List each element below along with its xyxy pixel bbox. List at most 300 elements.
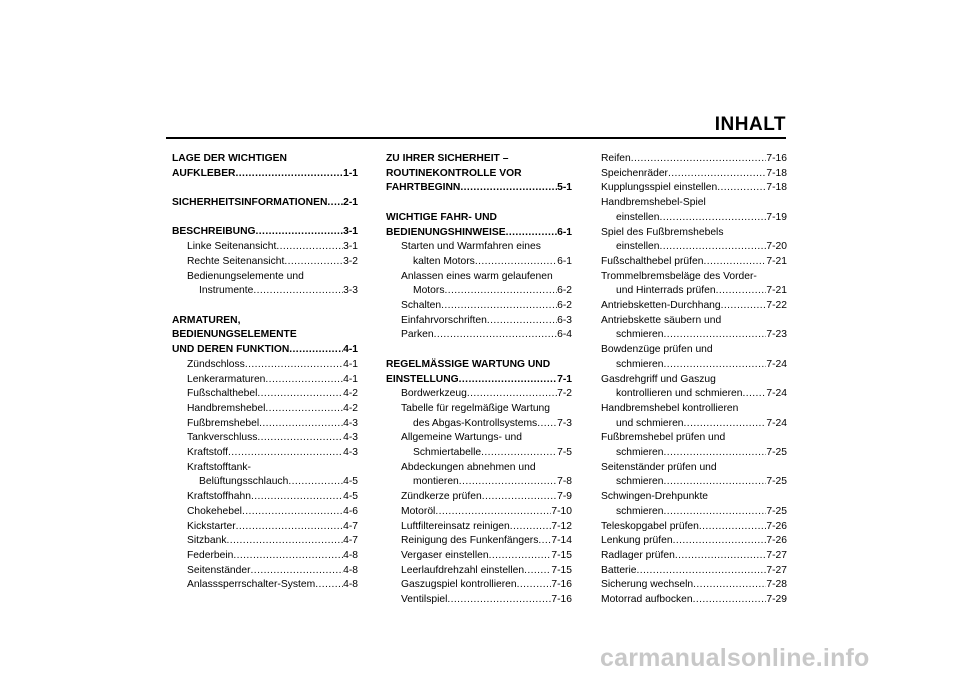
toc-entry	[601, 328, 787, 343]
toc-dot-leader	[664, 446, 767, 461]
toc-entry-title: Antriebskette säubern und	[601, 314, 722, 326]
toc-entry	[386, 564, 572, 579]
toc-section-entry	[172, 167, 358, 182]
toc-page-number: 5-1	[557, 182, 572, 194]
toc-entry-title: Linke Seitenansicht	[187, 241, 277, 253]
toc-entry	[386, 431, 572, 446]
toc-dot-leader	[717, 181, 766, 196]
toc-entry	[386, 490, 572, 505]
toc-entry-title: ROUTINEKONTROLLE VOR	[386, 167, 522, 179]
toc-entry	[172, 387, 358, 402]
toc-dot-leader	[327, 196, 343, 211]
toc-entry	[386, 314, 572, 329]
toc-page-number: 7-21	[766, 255, 787, 267]
toc-entry	[172, 373, 358, 388]
toc-page-number: 6-1	[557, 226, 572, 238]
toc-entry	[172, 475, 358, 490]
toc-dot-leader	[487, 314, 557, 329]
toc-entry	[172, 520, 358, 535]
toc-page-number: 7-24	[766, 358, 787, 370]
toc-page-number: 4-7	[343, 520, 358, 532]
toc-section-entry	[386, 226, 572, 241]
toc-entry-title: des Abgas-Kontrollsystems	[413, 417, 538, 429]
toc-entry-title: Lenkung prüfen	[601, 535, 673, 547]
toc-entry-title: AUFKLEBER	[172, 167, 236, 179]
toc-entry	[386, 270, 572, 285]
toc-entry-title: Reinigung des Funkenfängers	[401, 535, 539, 547]
toc-entry-title: REGELMÄSSIGE WARTUNG UND	[386, 358, 551, 370]
toc-entry	[172, 284, 358, 299]
toc-entry	[601, 387, 787, 402]
toc-entry	[386, 299, 572, 314]
toc-entry-title: Seitenständer prüfen und	[601, 461, 717, 473]
toc-page-number: 7-27	[766, 564, 787, 576]
toc-entry	[386, 284, 572, 299]
toc-dot-leader	[265, 373, 343, 388]
toc-entry-title: Einfahrvorschriften	[401, 314, 487, 326]
toc-entry-title: Leerlaufdrehzahl einstellen	[401, 564, 525, 576]
toc-page-number: 4-6	[343, 505, 358, 517]
toc-page-number: 4-7	[343, 535, 358, 547]
toc-entry	[601, 240, 787, 255]
toc-page-number: 4-1	[343, 344, 358, 356]
toc-entry-title: Schmiertabelle	[413, 447, 482, 459]
toc-entry-title: Spiel des Fußbremshebels	[601, 226, 724, 238]
toc-entry-title: Reifen	[601, 153, 631, 164]
toc-spacer	[172, 211, 358, 226]
toc-entry-title: Schwingen-Drehpunkte	[601, 491, 709, 503]
toc-dot-leader	[517, 578, 552, 593]
toc-entry-title: Batterie	[601, 564, 637, 576]
toc-entry-title: Antriebsketten-Durchhang	[601, 300, 721, 312]
toc-page-number: 7-19	[766, 211, 787, 223]
toc-entry	[172, 255, 358, 270]
toc-page-number: 1-1	[343, 167, 358, 179]
toc-page-number: 7-23	[766, 329, 787, 341]
toc-entry	[172, 564, 358, 579]
toc-page-number: 7-28	[766, 579, 787, 591]
toc-entry-title: Motors	[413, 285, 445, 297]
toc-page-number: 7-15	[551, 549, 572, 561]
toc-dot-leader	[257, 431, 343, 446]
toc-entry-title: Sicherung wechseln	[601, 579, 694, 591]
toc-entry-title: Allgemeine Wartungs- und	[401, 432, 522, 444]
toc-entry	[601, 549, 787, 564]
toc-dot-leader	[242, 505, 343, 520]
toc-entry	[172, 490, 358, 505]
toc-entry	[601, 534, 787, 549]
toc-page-number: 7-1	[557, 373, 572, 385]
toc-dot-leader	[664, 358, 767, 373]
toc-entry	[172, 549, 358, 564]
toc-dot-leader	[435, 505, 551, 520]
toc-entry	[386, 461, 572, 476]
toc-entry-title: BEDIENUNGSELEMENTE	[172, 329, 297, 341]
toc-dot-leader	[482, 490, 557, 505]
toc-entry-title: Zündschloss	[187, 358, 245, 370]
toc-page-number: 7-26	[766, 535, 787, 547]
toc-page-number: 7-2	[557, 388, 572, 400]
toc-page-number: 7-25	[766, 505, 787, 517]
toc-dot-leader	[660, 211, 767, 226]
toc-page-number: 6-2	[557, 285, 572, 297]
toc-page-number: 6-3	[557, 314, 572, 326]
toc-entry-title: Trommelbremsbeläge des Vorder-	[601, 270, 757, 282]
toc-entry-title: EINSTELLUNG	[386, 373, 459, 385]
toc-entry-title: Motorrad aufbocken	[601, 594, 693, 606]
toc-dot-leader	[506, 226, 558, 241]
toc-page-number: 7-3	[557, 417, 572, 429]
toc-entry	[601, 373, 787, 388]
toc-dot-leader	[227, 534, 344, 549]
toc-page-number: 7-20	[766, 241, 787, 253]
toc-dot-leader	[459, 373, 557, 388]
toc-entry	[601, 299, 787, 314]
toc-entry-title: Seitenständer	[187, 564, 251, 576]
toc-dot-leader	[664, 475, 767, 490]
toc-entry	[601, 417, 787, 432]
toc-dot-leader	[288, 475, 343, 490]
toc-dot-leader	[434, 328, 557, 343]
toc-entry-title: Handbremshebel kontrollieren	[601, 402, 739, 414]
toc-page-number: 4-3	[343, 432, 358, 444]
toc-dot-leader	[251, 490, 343, 505]
toc-entry	[601, 358, 787, 373]
toc-spacer	[172, 299, 358, 314]
toc-entry-title: UND DEREN FUNKTION	[172, 344, 290, 356]
toc-page-number: 4-2	[343, 402, 358, 414]
toc-entry-title: Vergaser einstellen	[401, 549, 489, 561]
toc-entry-title: schmieren	[616, 505, 664, 517]
toc-entry-title: Zündkerze prüfen	[401, 491, 482, 503]
toc-entry-title: schmieren	[616, 447, 664, 459]
toc-entry	[386, 593, 572, 608]
toc-entry-title: Radlager prüfen	[601, 549, 675, 561]
toc-dot-leader	[660, 240, 767, 255]
toc-dot-leader	[668, 167, 766, 182]
toc-entry	[386, 402, 572, 417]
toc-page-number: 4-8	[343, 579, 358, 591]
toc-entry-title: Kraftstoff	[187, 447, 229, 459]
toc-page-number: 3-3	[343, 285, 358, 297]
toc-entry-title: FAHRTBEGINN	[386, 182, 461, 194]
toc-section-entry	[172, 314, 358, 329]
toc-dot-leader	[233, 549, 343, 564]
toc-entry	[386, 578, 572, 593]
toc-dot-leader	[684, 417, 767, 432]
toc-page-number: 7-16	[766, 153, 787, 164]
toc-dot-leader	[524, 564, 551, 579]
toc-page-number: 7-16	[551, 594, 572, 606]
toc-section-entry	[386, 358, 572, 373]
toc-entry	[601, 314, 787, 329]
toc-section-entry	[386, 181, 572, 196]
toc-dot-leader	[256, 225, 344, 240]
toc-dot-leader	[459, 475, 557, 490]
toc-entry-title: Belüftungsschlauch	[199, 476, 289, 488]
toc-entry-title: Luftfiltereinsatz reinigen	[401, 520, 510, 532]
toc-entry-title: Ventilspiel	[401, 594, 448, 606]
toc-entry-title: BEDIENUNGSHINWEISE	[386, 226, 506, 238]
toc-dot-leader	[236, 167, 344, 182]
toc-page-number: 4-2	[343, 388, 358, 400]
toc-entry	[172, 461, 358, 476]
toc-dot-leader	[289, 343, 343, 358]
toc-dot-leader	[721, 299, 767, 314]
toc-entry-title: Fußschalthebel prüfen	[601, 255, 704, 267]
toc-page-number: 4-8	[343, 564, 358, 576]
toc-page-number: 7-5	[557, 447, 572, 459]
toc-entry	[601, 226, 787, 241]
toc-dot-leader	[693, 593, 767, 608]
toc-page-number: 6-4	[557, 329, 572, 341]
toc-page-number: 7-15	[551, 564, 572, 576]
toc-entry	[601, 505, 787, 520]
toc-section-entry	[386, 373, 572, 388]
page-title: INHALT	[714, 114, 786, 135]
toc-entry	[601, 181, 787, 196]
toc-entry-title: WICHTIGE FAHR- UND	[386, 211, 497, 223]
toc-entry	[172, 578, 358, 593]
toc-page-number: 7-29	[766, 594, 787, 606]
toc-entry	[601, 152, 787, 167]
toc-entry-title: schmieren	[616, 358, 664, 370]
toc-entry-title: einstellen	[616, 241, 660, 253]
toc-dot-leader	[460, 181, 557, 196]
toc-section-entry	[386, 211, 572, 226]
toc-entry-title: Gasdrehgriff und Gaszug	[601, 373, 716, 385]
toc-entry	[386, 255, 572, 270]
toc-entry-title: Starten und Warmfahren eines	[401, 241, 541, 253]
toc-entry	[386, 417, 572, 432]
toc-entry	[172, 505, 358, 520]
toc-entry	[601, 284, 787, 299]
toc-entry-title: LAGE DER WICHTIGEN	[172, 153, 287, 164]
toc-page-number: 4-1	[343, 373, 358, 385]
toc-entry-title: Gaszugspiel kontrollieren	[401, 579, 517, 591]
toc-entry-title: kontrollieren und schmieren	[616, 388, 743, 400]
toc-column-1	[172, 152, 358, 593]
toc-dot-leader	[251, 564, 344, 579]
toc-page-number: 7-24	[766, 388, 787, 400]
toc-section-entry	[172, 152, 358, 167]
toc-dot-leader	[693, 578, 766, 593]
toc-column-2	[386, 152, 572, 608]
toc-entry	[601, 593, 787, 608]
toc-dot-leader	[315, 578, 343, 593]
toc-dot-leader	[664, 328, 767, 343]
toc-entry	[601, 167, 787, 182]
toc-entry	[172, 446, 358, 461]
toc-page-number: 4-5	[343, 491, 358, 503]
toc-dot-leader	[703, 255, 766, 270]
toc-dot-leader	[699, 520, 767, 535]
toc-page-number: 3-2	[343, 255, 358, 267]
toc-page-number: 3-1	[343, 226, 358, 238]
toc-page-number: 7-14	[551, 535, 572, 547]
toc-dot-leader	[447, 593, 551, 608]
toc-page-number: 4-3	[343, 447, 358, 459]
toc-page-number: 2-1	[343, 197, 358, 209]
toc-entry-title: Sitzbank	[187, 535, 227, 547]
toc-entry	[172, 534, 358, 549]
toc-entry	[601, 475, 787, 490]
toc-page-number: 7-25	[766, 476, 787, 488]
toc-entry-title: BESCHREIBUNG	[172, 226, 256, 238]
toc-entry	[172, 417, 358, 432]
toc-dot-leader	[259, 417, 343, 432]
toc-page-number: 4-1	[343, 358, 358, 370]
toc-dot-leader	[716, 284, 767, 299]
toc-dot-leader	[664, 505, 767, 520]
toc-entry-title: einstellen	[616, 211, 660, 223]
toc-page-number: 7-10	[551, 505, 572, 517]
toc-entry-title: Tankverschluss	[187, 432, 258, 444]
toc-entry	[386, 520, 572, 535]
toc-entry	[386, 549, 572, 564]
toc-entry-title: Kraftstoffhahn	[187, 491, 251, 503]
watermark: carmanualsonline.info	[600, 644, 870, 672]
toc-entry-title: Schalten	[401, 300, 442, 312]
toc-entry	[386, 387, 572, 402]
toc-dot-leader	[257, 387, 343, 402]
toc-page-number: 7-27	[766, 549, 787, 561]
toc-entry-title: Bowdenzüge prüfen und	[601, 344, 713, 356]
toc-section-entry	[172, 225, 358, 240]
toc-entry	[601, 211, 787, 226]
toc-entry	[601, 490, 787, 505]
toc-entry-title: Teleskopgabel prüfen	[601, 520, 699, 532]
toc-entry-title: Lenkerarmaturen	[187, 373, 266, 385]
toc-section-entry	[172, 196, 358, 211]
toc-section-entry	[172, 328, 358, 343]
toc-entry-title: Anlassen eines warm gelaufenen	[401, 270, 553, 282]
toc-dot-leader	[265, 402, 343, 417]
toc-page-number: 7-16	[551, 579, 572, 591]
toc-section-entry	[386, 167, 572, 182]
toc-entry	[601, 431, 787, 446]
toc-entry	[386, 505, 572, 520]
toc-entry	[386, 534, 572, 549]
toc-dot-leader	[467, 387, 557, 402]
toc-page-number: 7-18	[766, 182, 787, 194]
toc-entry-title: Fußschalthebel	[187, 388, 258, 400]
toc-column-3	[601, 152, 787, 608]
toc-entry	[386, 240, 572, 255]
toc-dot-leader	[631, 152, 767, 167]
toc-entry-title: und Hinterrads prüfen	[616, 285, 716, 297]
toc-page-number: 4-5	[343, 476, 358, 488]
toc-entry-title: Parken	[401, 329, 434, 341]
toc-entry	[601, 461, 787, 476]
toc-entry	[601, 446, 787, 461]
toc-dot-leader	[276, 240, 343, 255]
toc-dot-leader	[537, 417, 557, 432]
toc-entry	[601, 578, 787, 593]
toc-entry	[601, 402, 787, 417]
toc-entry	[601, 196, 787, 211]
toc-dot-leader	[481, 446, 557, 461]
toc-dot-leader	[743, 387, 767, 402]
toc-entry-title: schmieren	[616, 476, 664, 488]
toc-dot-leader	[637, 564, 767, 579]
toc-entry	[386, 475, 572, 490]
toc-page-number: 7-24	[766, 417, 787, 429]
toc-entry-title: Motoröl	[401, 505, 436, 517]
toc-dot-leader	[236, 520, 343, 535]
toc-spacer	[386, 343, 572, 358]
toc-entry-title: Bedienungselemente und	[187, 270, 304, 282]
toc-spacer	[172, 181, 358, 196]
toc-page-number: 7-21	[766, 285, 787, 297]
toc-entry-title: Bordwerkzeug	[401, 388, 467, 400]
toc-page-number: 4-3	[343, 417, 358, 429]
toc-page-number: 7-18	[766, 167, 787, 179]
toc-entry	[601, 255, 787, 270]
toc-entry	[601, 270, 787, 285]
toc-page-number: 7-9	[557, 491, 572, 503]
toc-page-number: 6-1	[557, 255, 572, 267]
toc-entry	[172, 402, 358, 417]
toc-page-number: 7-25	[766, 447, 787, 459]
toc-dot-leader	[253, 284, 343, 299]
toc-entry-title: montieren	[413, 476, 459, 488]
toc-page-number: 7-8	[557, 476, 572, 488]
toc-dot-leader	[228, 446, 343, 461]
toc-entry-title: ZU IHRER SICHERHEIT –	[386, 153, 509, 164]
toc-entry-title: Instrumente	[199, 285, 254, 297]
toc-entry-title: Chokehebel	[187, 505, 242, 517]
toc-page-number: 4-8	[343, 549, 358, 561]
toc-entry-title: SICHERHEITSINFORMATIONEN	[172, 197, 328, 209]
toc-dot-leader	[538, 534, 551, 549]
toc-entry	[172, 358, 358, 373]
toc-entry-title: Handbremshebel-Spiel	[601, 197, 706, 209]
toc-dot-leader	[475, 255, 557, 270]
toc-entry	[601, 343, 787, 358]
toc-entry-title: ARMATUREN,	[172, 314, 241, 326]
toc-entry-title: Kickstarter	[187, 520, 236, 532]
toc-dot-leader	[444, 284, 557, 299]
header-rule	[166, 137, 786, 139]
toc-dot-leader	[489, 549, 552, 564]
toc-page-number: 7-22	[766, 300, 787, 312]
toc-entry-title: Handbremshebel	[187, 402, 266, 414]
toc-entry	[386, 446, 572, 461]
toc-page-number: 6-2	[557, 300, 572, 312]
toc-entry	[172, 240, 358, 255]
toc-dot-leader	[673, 534, 767, 549]
toc-section-entry	[172, 343, 358, 358]
toc-dot-leader	[510, 520, 552, 535]
toc-entry	[172, 431, 358, 446]
toc-entry	[601, 564, 787, 579]
toc-spacer	[386, 196, 572, 211]
toc-entry-title: schmieren	[616, 329, 664, 341]
toc-entry	[172, 270, 358, 285]
toc-entry	[601, 520, 787, 535]
toc-dot-leader	[675, 549, 767, 564]
toc-entry-title: Rechte Seitenansicht	[187, 255, 285, 267]
toc-section-entry	[386, 152, 572, 167]
toc-entry-title: und schmieren	[616, 417, 684, 429]
toc-page-number: 7-12	[551, 520, 572, 532]
toc-entry-title: Kupplungsspiel einstellen	[601, 182, 718, 194]
toc-entry-title: Abdeckungen abnehmen und	[401, 461, 536, 473]
toc-entry-title: Federbein	[187, 549, 234, 561]
toc-entry-title: Speichenräder	[601, 167, 668, 179]
toc-entry-title: Tabelle für regelmäßige Wartung	[401, 402, 550, 414]
